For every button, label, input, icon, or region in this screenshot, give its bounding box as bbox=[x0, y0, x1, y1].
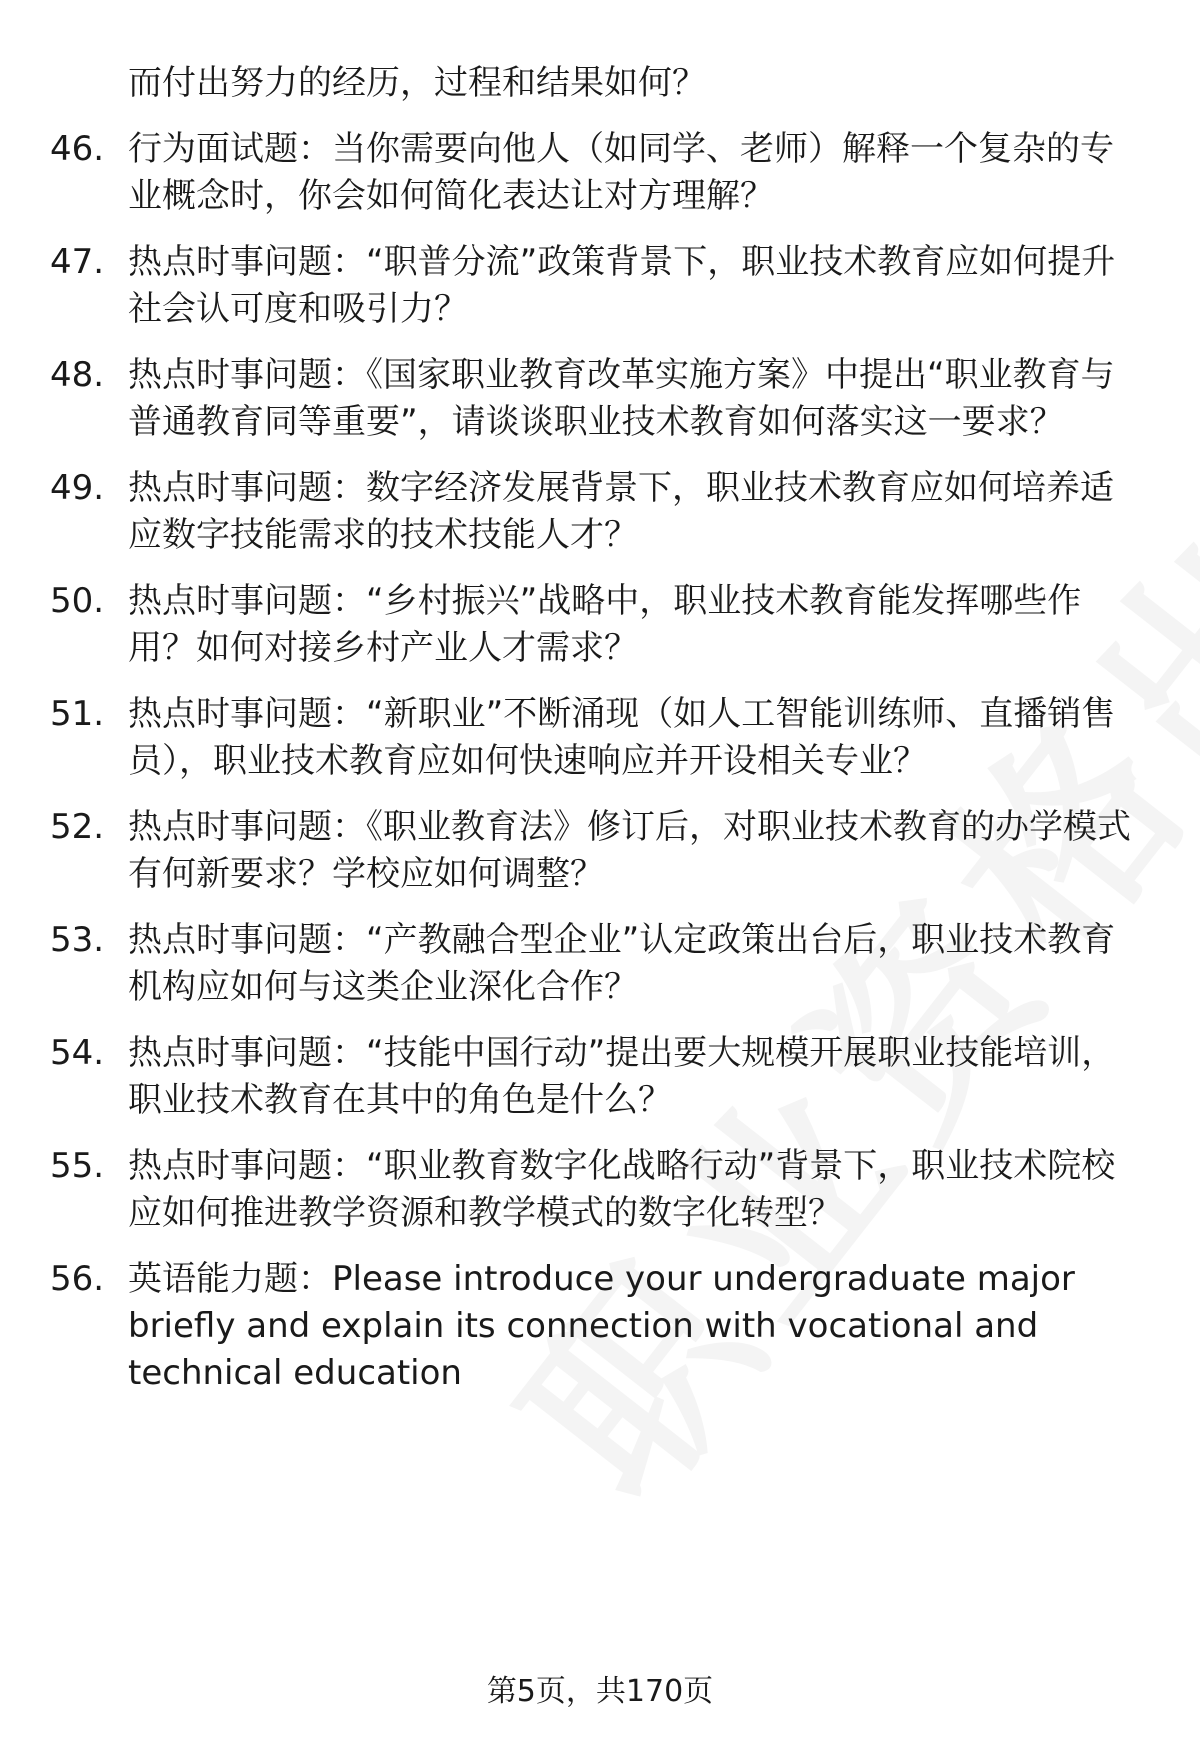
question-text: 热点时事问题：《职业教育法》修订后，对职业技术教育的办学模式有何新要求？学校应如何调整？ bbox=[128, 807, 1131, 894]
question-number: 52. bbox=[50, 807, 105, 847]
question-number: 46. bbox=[50, 129, 105, 169]
question-number: 49. bbox=[50, 468, 105, 508]
question-text: 英语能力题：Please introduce your undergraduate major briefly and explain its connection with vocational and technical education bbox=[128, 1259, 1075, 1393]
question-number: 53. bbox=[50, 920, 105, 960]
list-item bbox=[50, 126, 1140, 220]
question-number: 54. bbox=[50, 1033, 105, 1073]
question-text: 热点时事问题：“职业教育数字化战略行动”背景下，职业技术院校应如何推进教学资源和教学模式的数字化转型？ bbox=[128, 1146, 1116, 1233]
question-text: 行为面试题：当你需要向他人（如同学、老师）解释一个复杂的专业概念时，你会如何简化表达让对方理解？ bbox=[128, 129, 1114, 216]
list-item bbox=[50, 917, 1140, 1011]
list-item bbox=[50, 1256, 1140, 1397]
list-item bbox=[50, 578, 1140, 672]
list-item bbox=[50, 239, 1140, 333]
list-item bbox=[50, 352, 1140, 446]
list-item bbox=[50, 691, 1140, 785]
list-item bbox=[50, 465, 1140, 559]
question-text: 热点时事问题：“乡村振兴”战略中，职业技术教育能发挥哪些作用？如何对接乡村产业人才需求？ bbox=[128, 581, 1082, 668]
question-number: 50. bbox=[50, 581, 105, 621]
question-text: 热点时事问题：“职普分流”政策背景下，职业技术教育应如何提升社会认可度和吸引力？ bbox=[128, 242, 1116, 329]
question-number: 51. bbox=[50, 694, 105, 734]
list-item bbox=[50, 1030, 1140, 1124]
question-text: 热点时事问题：“产教融合型企业”认定政策出台后，职业技术教育机构应如何与这类企业深化合作？ bbox=[128, 920, 1116, 1007]
question-text: 热点时事问题：“新职业”不断涌现（如人工智能训练师、直播销售员），职业技术教育应如何快速响应并开设相关专业？ bbox=[128, 694, 1116, 781]
continuation-text: 而付出努力的经历，过程和结果如何？ bbox=[128, 63, 706, 103]
question-text: 热点时事问题：“技能中国行动”提出要大规模开展职业技能培训，职业技术教育在其中的角色是什么？ bbox=[128, 1033, 1116, 1120]
question-number: 56. bbox=[50, 1259, 105, 1299]
question-list bbox=[0, 60, 1200, 1416]
list-item bbox=[50, 1143, 1140, 1237]
question-number: 48. bbox=[50, 355, 105, 395]
question-text: 热点时事问题：《国家职业教育改革实施方案》中提出“职业教育与普通教育同等重要”，请谈谈职业技术教育如何落实这一要求？ bbox=[128, 355, 1115, 442]
page-footer: 第5页，共170页 bbox=[486, 1674, 714, 1709]
question-text: 热点时事问题：数字经济发展背景下，职业技术教育应如何培养适应数字技能需求的技术技能人才？ bbox=[128, 468, 1114, 555]
list-item bbox=[50, 804, 1140, 898]
question-number: 55. bbox=[50, 1146, 105, 1186]
question-number: 47. bbox=[50, 242, 105, 282]
